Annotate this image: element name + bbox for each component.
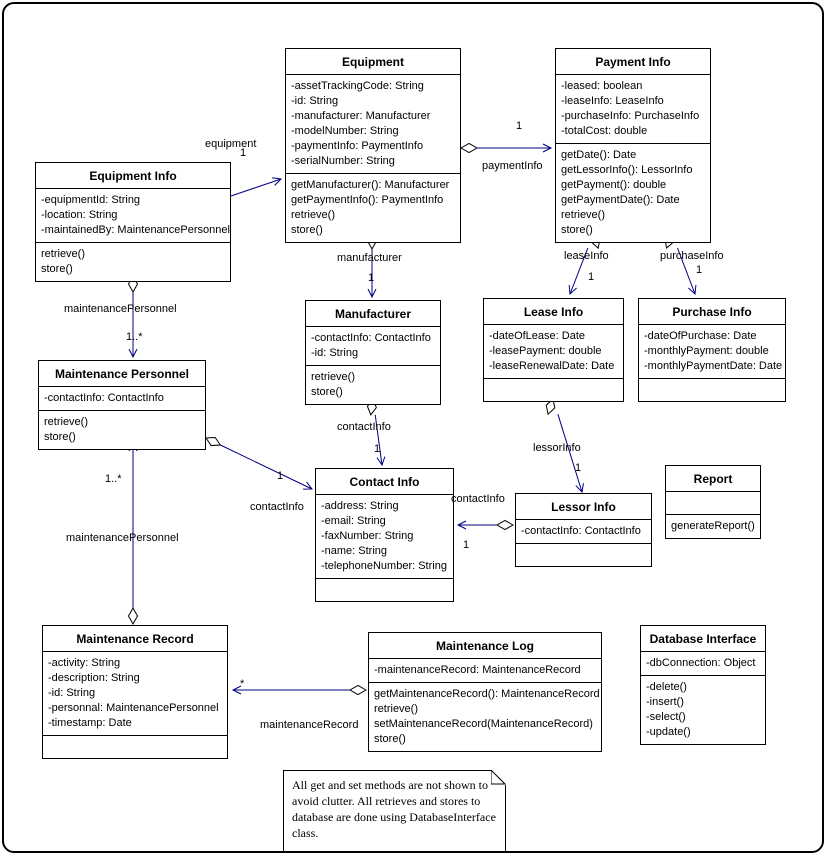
member-line: -dateOfLease: Date xyxy=(489,330,586,342)
edge-multiplicity: 1 xyxy=(374,443,381,455)
edge-label: manufacturer xyxy=(337,252,402,264)
member-line: store() xyxy=(374,733,406,745)
edge-multiplicity: 1 xyxy=(575,462,582,474)
member-line: -insert() xyxy=(646,696,684,708)
member-line: -leasePayment: double xyxy=(489,345,602,357)
member-line: -purchaseInfo: PurchaseInfo xyxy=(561,110,700,122)
member-line: -modelNumber: String xyxy=(291,125,399,137)
edge-multiplicity: 1..* xyxy=(105,473,122,485)
methods-compartment xyxy=(639,378,785,401)
member-line: getPaymentDate(): Date xyxy=(561,194,680,206)
edge-multiplicity: 1 xyxy=(588,271,595,283)
edge-equipment-paymentinfo xyxy=(461,144,551,153)
edge-label: contactInfo xyxy=(250,501,304,513)
member-line: retrieve() xyxy=(44,416,89,428)
class-database-interface[interactable] xyxy=(640,625,766,745)
member-line: generateReport() xyxy=(671,520,755,532)
member-line: store() xyxy=(44,431,76,443)
attributes-compartment xyxy=(516,520,651,543)
edge-label: equipment xyxy=(205,138,257,150)
edge-multiplicity: 1 xyxy=(696,264,703,276)
member-line: -description: String xyxy=(48,672,140,684)
note-fold-corner xyxy=(491,770,506,785)
member-line: -manufacturer: Manufacturer xyxy=(291,110,431,122)
edge-multiplicity: 1..* xyxy=(126,331,143,343)
member-line: -equipmentId: String xyxy=(41,194,141,206)
member-line: -location: String xyxy=(41,209,118,221)
uml-note[interactable] xyxy=(283,770,506,852)
attributes-compartment xyxy=(286,75,460,173)
member-line: -contactInfo: ContactInfo xyxy=(521,525,641,537)
member-line: -monthlyPayment: double xyxy=(644,345,769,357)
edge-multiplicity: * xyxy=(240,678,245,690)
member-line: -id: String xyxy=(291,95,339,107)
edge-maintenancelog-maintenancerecord xyxy=(233,686,366,695)
methods-compartment xyxy=(666,514,760,538)
methods-compartment xyxy=(316,578,453,601)
class-title: Report xyxy=(666,466,760,492)
member-line: -contactInfo: ContactInfo xyxy=(44,392,164,404)
member-line: -id: String xyxy=(311,347,359,359)
edge-multiplicity: 1 xyxy=(368,272,375,284)
class-maintenance-personnel[interactable] xyxy=(38,360,206,450)
edge-label: paymentInfo xyxy=(482,160,543,172)
member-line: -dbConnection: Object xyxy=(646,657,756,669)
class-report[interactable] xyxy=(665,465,761,539)
attributes-compartment xyxy=(39,387,205,410)
class-payment-info[interactable] xyxy=(555,48,711,243)
class-maintenance-record[interactable] xyxy=(42,625,228,759)
class-title: Equipment xyxy=(286,49,460,75)
member-line: -delete() xyxy=(646,681,687,693)
edge-label: contactInfo xyxy=(451,493,505,505)
member-line: retrieve() xyxy=(311,371,356,383)
member-line: getMaintenanceRecord(): MaintenanceRecord xyxy=(374,688,600,700)
member-line: store() xyxy=(311,386,343,398)
attributes-compartment xyxy=(36,189,230,242)
attributes-compartment xyxy=(556,75,710,143)
class-lease-info[interactable] xyxy=(483,298,624,402)
class-title: Contact Info xyxy=(316,469,453,495)
member-line: store() xyxy=(561,224,593,236)
member-line: -faxNumber: String xyxy=(321,530,414,542)
member-line: store() xyxy=(41,263,73,275)
edge-label: purchaseInfo xyxy=(660,250,724,262)
member-line: -leaseInfo: LeaseInfo xyxy=(561,95,664,107)
member-line: -address: String xyxy=(321,500,399,512)
edge-label: lessorInfo xyxy=(533,442,581,454)
member-line: -paymentInfo: PaymentInfo xyxy=(291,140,424,152)
member-line: -select() xyxy=(646,711,686,723)
member-line: -assetTrackingCode: String xyxy=(291,80,424,92)
member-line: -personnal: MaintenancePersonnel xyxy=(48,702,219,714)
member-line: -activity: String xyxy=(48,657,121,669)
class-equipment[interactable] xyxy=(285,48,461,243)
member-line: -leaseRenewalDate: Date xyxy=(489,360,615,372)
class-title: Maintenance Record xyxy=(43,626,227,652)
class-title: Maintenance Personnel xyxy=(39,361,205,387)
edge-equipmentinfo-equipment xyxy=(231,179,281,196)
member-line: -update() xyxy=(646,726,691,738)
edge-lessorinfo-contactinfo xyxy=(458,521,513,530)
attributes-compartment xyxy=(666,492,760,514)
class-purchase-info[interactable] xyxy=(638,298,786,402)
class-title: Equipment Info xyxy=(36,163,230,189)
member-line: -name: String xyxy=(321,545,388,557)
methods-compartment xyxy=(484,378,623,401)
note-text: All get and set methods are not shown to avoid clutter. All retrieves and stores to database are done using DatabaseInterface class. xyxy=(292,778,496,840)
attributes-compartment xyxy=(369,659,601,682)
class-contact-info[interactable] xyxy=(315,468,454,602)
class-maintenance-log[interactable] xyxy=(368,632,602,752)
edge-label: maintenanceRecord xyxy=(260,719,359,731)
member-line: setMaintenanceRecord(MaintenanceRecord) xyxy=(374,718,593,730)
member-line: -maintainedBy: MaintenancePersonnel xyxy=(41,224,230,236)
edge-maintenancepersonnel-contactinfo xyxy=(204,434,312,489)
class-title: Lease Info xyxy=(484,299,623,325)
attributes-compartment xyxy=(484,325,623,378)
member-line: -id: String xyxy=(48,687,96,699)
member-line: -contactInfo: ContactInfo xyxy=(311,332,431,344)
attributes-compartment xyxy=(306,327,440,365)
class-title: Manufacturer xyxy=(306,301,440,327)
member-line: retrieve() xyxy=(291,209,336,221)
class-title: Purchase Info xyxy=(639,299,785,325)
methods-compartment xyxy=(641,675,765,744)
member-line: getManufacturer(): Manufacturer xyxy=(291,179,450,191)
member-line: getPaymentInfo(): PaymentInfo xyxy=(291,194,444,206)
member-line: -leased: boolean xyxy=(561,80,643,92)
member-line: retrieve() xyxy=(41,248,86,260)
edge-label: maintenancePersonnel xyxy=(66,532,179,544)
member-line: -serialNumber: String xyxy=(291,155,395,167)
methods-compartment xyxy=(556,143,710,242)
member-line: -monthlyPaymentDate: Date xyxy=(644,360,783,372)
class-title: Payment Info xyxy=(556,49,710,75)
member-line: store() xyxy=(291,224,323,236)
member-line: -telephoneNumber: String xyxy=(321,560,447,572)
member-line: retrieve() xyxy=(561,209,606,221)
member-line: -dateOfPurchase: Date xyxy=(644,330,757,342)
member-line: -timestamp: Date xyxy=(48,717,132,729)
edge-multiplicity: 1 xyxy=(516,120,523,132)
class-title: Lessor Info xyxy=(516,494,651,520)
methods-compartment xyxy=(516,543,651,566)
member-line: getLessorInfo(): LessorInfo xyxy=(561,164,693,176)
methods-compartment xyxy=(36,242,230,281)
methods-compartment xyxy=(286,173,460,242)
class-lessor-info[interactable] xyxy=(515,493,652,567)
class-title: Database Interface xyxy=(641,626,765,652)
edge-equipmentinfo-maintenancepersonnel xyxy=(129,276,138,357)
class-manufacturer[interactable] xyxy=(305,300,441,405)
methods-compartment xyxy=(369,682,601,751)
member-line: -totalCost: double xyxy=(561,125,648,137)
attributes-compartment xyxy=(43,652,227,735)
attributes-compartment xyxy=(639,325,785,378)
edge-multiplicity: 1 xyxy=(240,147,247,159)
member-line: -maintenanceRecord: MaintenanceRecord xyxy=(374,664,581,676)
methods-compartment xyxy=(306,365,440,404)
class-equipment-info[interactable] xyxy=(35,162,231,282)
methods-compartment xyxy=(43,735,227,758)
edge-label: maintenancePersonnel xyxy=(64,303,177,315)
edge-label: leaseInfo xyxy=(564,250,609,262)
edge-label: contactInfo xyxy=(337,421,391,433)
class-title: Maintenance Log xyxy=(369,633,601,659)
methods-compartment xyxy=(39,410,205,449)
member-line: retrieve() xyxy=(374,703,419,715)
member-line: getPayment(): double xyxy=(561,179,667,191)
member-line: getDate(): Date xyxy=(561,149,637,161)
edge-multiplicity: 1 xyxy=(463,539,470,551)
attributes-compartment xyxy=(316,495,453,578)
member-line: -email: String xyxy=(321,515,386,527)
edge-multiplicity: 1 xyxy=(277,470,284,482)
attributes-compartment xyxy=(641,652,765,675)
